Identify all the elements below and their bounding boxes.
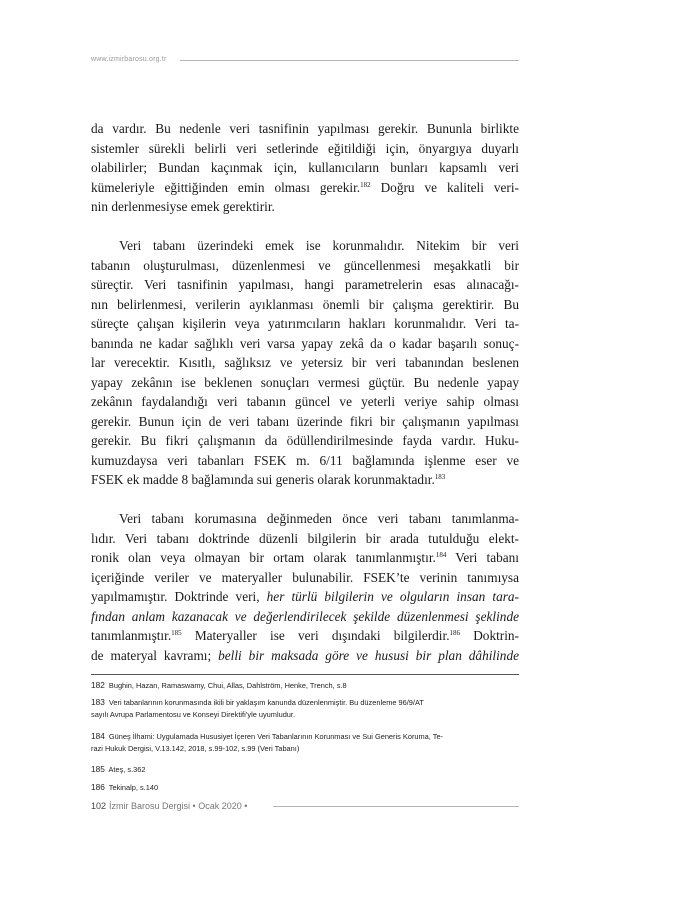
text-segment: yapılmamıştır. Doktrinde veri, [91, 589, 267, 604]
page-number: 102 [91, 801, 107, 811]
text-line: banında ne kadar sağlıklı veri varsa yapay zekâ da o kadar başarılı sonuç- [91, 335, 519, 351]
text-segment: Veri tabanı [446, 550, 519, 565]
footnote-text: Güneş İlhami: Uygulamada Hususiyet İçeren Veri Tabanlarının Korunması ve Sui Generis Koruma, Te- [108, 732, 444, 741]
text-line [91, 587, 519, 607]
footnote-text: razi Hukuk Dergisi, V.13.142, 2018, s.99-102, s.99 (Veri Tabanı) [91, 743, 300, 753]
header-url: www.izmirbarosu.org.tr [91, 56, 167, 63]
text-line: gerekir. Bunun için de veri tabanı üzerinde fikri bir çalışmanın yapılması [91, 413, 519, 429]
text-line: zekânın faydalandığı veri tabanın güncel ve yeterli veriye sahip olması [91, 394, 519, 409]
footnote-185 [91, 764, 519, 776]
footnote-text: Veri tabanlarının korunmasında ikili bir yaklaşım kanunda düzenlenmiştir. Bu düzenleme 96/9/AT [108, 698, 424, 707]
footer-rule [273, 806, 519, 807]
text-line: Veri tabanı korumasına değinmeden önce veri tabanı tanımlanma- [119, 511, 519, 526]
footnote-182 [91, 680, 519, 692]
footnote-text: Bughin, Hazan, Ramaswamy, Chui, Allas, Dahlström, Henke, Trench, s.8 [108, 681, 347, 690]
text-line: süreçtir. Veri tasnifinin yapılması, hangi parametrelerin esas alınacağı- [91, 277, 519, 292]
footnote-186 [91, 782, 519, 794]
text-line [91, 178, 519, 198]
paragraph-2 [91, 236, 519, 490]
text-line: kumuzdaysa veri tabanları FSEK m. 6/11 bağlamında işlenme eser ve [91, 452, 519, 468]
footnote-ref-183[interactable]: 183 [434, 473, 446, 481]
text-line [91, 470, 519, 490]
text-line: içeriğinde veriler ve materyaller bulunabilir. FSEK’te verinin tanımıysa [91, 569, 519, 585]
page-footer [91, 801, 247, 811]
header-rule [180, 60, 519, 61]
text-segment: kümeleriyle eğittiğinden emin olması gerekir. [91, 179, 361, 195]
footnote-number: 183 [91, 697, 105, 707]
text-line [91, 607, 519, 627]
footnote-rule [91, 674, 519, 675]
text-segment: tanımlanmıştır. [91, 628, 172, 643]
footnote-text: sayılı Avrupa Parlamentosu ve Konseyi Direktifi’yle uyumludur. [91, 709, 296, 719]
text-line: olabilirler; Bundan kaçınmak için, kullanıcıların bunları kapsamlı veri [91, 160, 519, 175]
footnote-number: 186 [91, 782, 105, 792]
text-line [91, 548, 519, 568]
text-line: lıdır. Veri tabanı doktrinde düzenli bilgilerin bir arada tutulduğu elekt- [91, 530, 519, 546]
text-line: süreçte çalışan kişilerin veya yatırımcıların hakları korunmalıdır. Veri ta- [91, 316, 519, 331]
footnote-text: Tekinalp, s.140 [108, 783, 159, 792]
footnote-184 [91, 731, 519, 754]
footnote-ref-184[interactable]: 184 [435, 551, 447, 559]
text-segment: Doktrin- [460, 628, 519, 643]
journal-name: İzmir Barosu Dergisi • Ocak 2020 • [109, 801, 248, 811]
italic-definition: her türlü bilgilerin ve olguların insan tara- [266, 589, 519, 604]
text-line: sistemler sürekli belirli veri setlerinde eğitildiği için, önyargıya duyarlı [91, 140, 519, 156]
text-line: nın belirlenmesi, verilerin ayıklanması önemli bir çalışma gerektirir. Bu [91, 296, 519, 312]
paragraph-1 [91, 119, 519, 217]
text-line: nin derlenmesiyse emek gerektirir. [91, 199, 275, 214]
italic-definition: fından anlam kazanacak ve değerlendirilecek şekilde düzenlenmesi şeklinde [91, 608, 519, 624]
text-line: lar verecektir. Kısıtlı, sağlıksız ve yetersiz bir veri tabanından beslenen [91, 355, 519, 370]
footnote-number: 185 [91, 764, 105, 774]
footnote-number: 184 [91, 731, 105, 741]
footnote-ref-186[interactable]: 186 [449, 629, 461, 637]
text-segment: ronik olan veya olmayan bir ortam olarak tanımlanmıştır. [91, 550, 436, 565]
text-line: gerekir. Bu fikri çalışmanın da ödüllendirilmesinde fayda vardır. Huku- [91, 433, 519, 448]
text-line: yapay zekânın ise beklenen sonuçları vermesi güçtür. Bu nedenle yapay [91, 374, 519, 390]
footnote-183 [91, 697, 519, 720]
text-line: Veri tabanı üzerindeki emek ise korunmalıdır. Nitekim bir veri [119, 238, 519, 253]
footnote-number: 182 [91, 680, 105, 690]
footnote-ref-185[interactable]: 185 [171, 629, 182, 637]
text-segment: FSEK ek madde 8 bağlamında sui generis olarak korunmaktadır. [91, 472, 435, 487]
footnote-text: Ateş, s.362 [108, 765, 146, 774]
footnote-ref-182[interactable]: 182 [360, 180, 371, 189]
text-line [91, 646, 519, 666]
text-line: tabanın oluşturulması, düzenlenmesi ve güncellenmesi meşakkatli bir [91, 257, 519, 273]
italic-definition: belli bir maksada göre ve hususi bir plan dâhilinde [218, 647, 519, 663]
text-segment: Materyaller ise veri dışındaki bilgilerdir. [181, 628, 450, 643]
text-segment: Doğru ve kaliteli veri- [370, 179, 519, 195]
text-segment: de materyal kavramı; [91, 647, 219, 663]
text-line [91, 626, 519, 646]
text-line: da vardır. Bu nedenle veri tasnifinin yapılması gerekir. Bununla birlikte [91, 121, 519, 136]
paragraph-3 [91, 509, 519, 665]
